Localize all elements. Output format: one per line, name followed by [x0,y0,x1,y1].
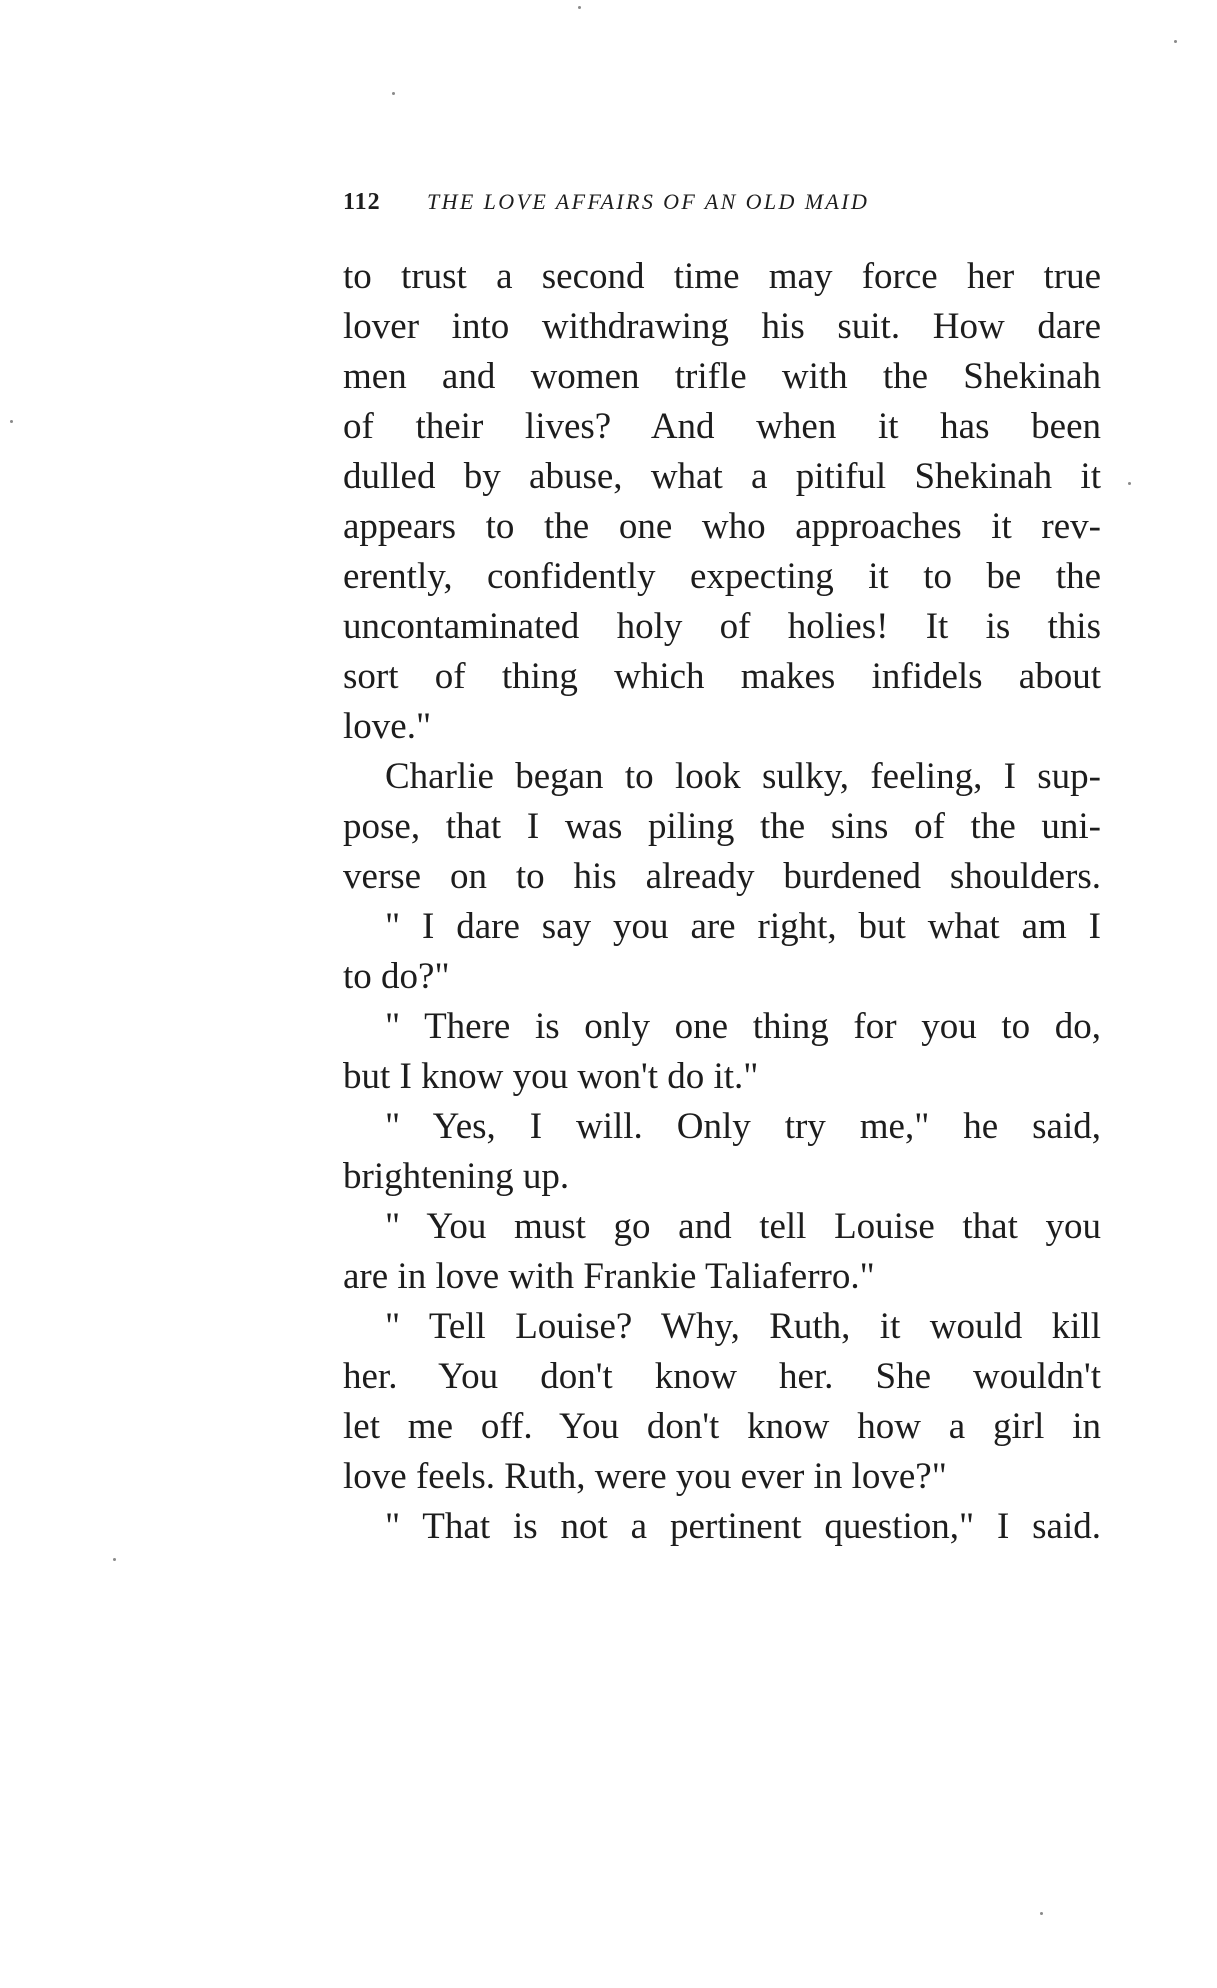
paper-speck [1128,482,1131,485]
text-line: verse on to his already burdened shoulders. [343,856,1101,897]
text-line: pose, that I was piling the sins of the uni- [343,806,1101,847]
text-line: brightening up. [343,1156,570,1197]
paper-speck [1040,1912,1043,1915]
paper-speck [392,92,395,95]
text-line: to do?" [343,956,450,997]
text-line: " You must go and tell Louise that you [385,1206,1101,1247]
text-line: love." [343,706,432,747]
running-title: THE LOVE AFFAIRS OF AN OLD MAID [427,189,870,214]
text-line: but I know you won't do it." [343,1056,759,1097]
paper-speck [1174,40,1177,43]
paper-speck [578,6,581,9]
text-line: " Yes, I will. Only try me," he said, [385,1106,1101,1147]
paper-speck [113,1558,116,1561]
text-line: love feels. Ruth, were you ever in love?" [343,1456,947,1497]
text-line: " I dare say you are right, but what am I [385,906,1101,947]
text-line: men and women trifle with the Shekinah [343,356,1101,397]
text-line: " There is only one thing for you to do, [385,1006,1101,1047]
text-line: are in love with Frankie Taliaferro." [343,1256,875,1297]
text-line: erently, confidently expecting it to be the [343,556,1101,597]
text-line: appears to the one who approaches it rev- [343,506,1101,547]
text-line: uncontaminated holy of holies! It is this [343,606,1101,647]
text-line: " That is not a pertinent question," I said. [385,1506,1101,1547]
text-line: " Tell Louise? Why, Ruth, it would kill [385,1306,1101,1347]
page-number: 112 [343,189,381,215]
paper-speck [10,420,13,423]
text-line: to trust a second time may force her true [343,256,1101,297]
text-line: Charlie began to look sulky, feeling, I sup- [385,756,1101,797]
text-line: let me off. You don't know how a girl in [343,1406,1101,1447]
text-line: lover into withdrawing his suit. How dare [343,306,1101,347]
text-line: dulled by abuse, what a pitiful Shekinah it [343,456,1101,497]
text-line: her. You don't know her. She wouldn't [343,1356,1101,1397]
body-text [343,252,1101,1552]
text-line: sort of thing which makes infidels about [343,656,1101,697]
running-head [343,185,1103,219]
text-line: of their lives? And when it has been [343,406,1101,447]
